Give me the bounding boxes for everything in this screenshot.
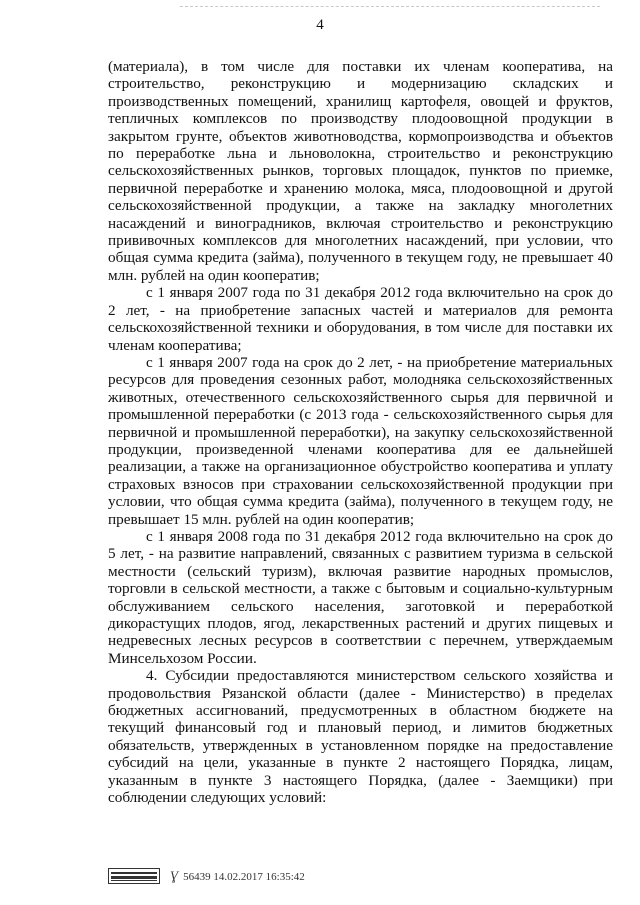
registry-stamp-icon [108,868,160,884]
footer-mark: Ɣ [170,868,180,883]
body-text [108,58,613,806]
scan-header-line [180,6,600,8]
footer-registration-text: 56439 14.02.2017 16:35:42 [183,871,305,883]
page-number: 4 [316,17,324,33]
paragraph-1: (материала), в том числе для поставки их членам кооператива, на строительство, реконструкцию и модернизацию складских и производственных помещений, хранилищ картофеля, овощей и фруктов, тепличных комплексов по производству плодоовощной продукции в закрытом грунте, объектов животноводства, кормопроизводства и объектов по переработке льна и льноволокна, строительство и реконструкцию сельскохозяйственных рынков, торговых площадок, пунктов по приемке, первичной переработке и хранению молока, мяса, плодоовощной и другой сельскохозяйственной продукции, а также на закладку многолетних насаждений и виноградников, включая строительство и реконструкцию прививочных комплексов для многолетних насаждений, при условии, что общая сумма кредита (займа), полученного в текущем году, не превышает 40 млн. рублей на один кооператив; [108,58,613,284]
document-footer [108,866,408,886]
paragraph-5: 4. Субсидии предоставляются министерством сельского хозяйства и продовольствия Рязанской области (далее - Министерство) в пределах бюджетных ассигнований, предусмотренных в областном бюджете на текущий финансовый год и плановый период, и лимитов бюджетных обязательств, утвержденных в установленном порядке на предоставление субсидий на цели, указанные в пункте 2 настоящего Порядка, лицам, указанным в пункте 3 настоящего Порядка, (далее - Заемщики) при соблюдении следующих условий: [108,667,613,807]
footer-registration [170,868,305,884]
paragraph-3: с 1 января 2007 года на срок до 2 лет, - на приобретение материальных ресурсов для проведения сезонных работ, молодняка сельскохозяйственных животных, отечественного сельскохозяйственного сырья для первичной и промышленной переработки (с 2013 года - сельскохозяйственного сырья для первичной и промышленной переработки), на закупку сельскохозяйственной продукции, произведенной членами кооператива для ее дальнейшей реализации, а также на организационное обустройство кооператива и уплату страховых взносов при страховании сельскохозяйственной продукции при условии, что общая сумма кредита (займа), полученного в текущем году, не превышает 15 млн. рублей на один кооператив; [108,353,613,528]
paragraph-2: с 1 января 2007 года по 31 декабря 2012 года включительно на срок до 2 лет, - на приобретение запасных частей и материалов для ремонта сельскохозяйственной техники и оборудования, в том числе для поставки их членам кооператива; [108,284,613,354]
paragraph-4: с 1 января 2008 года по 31 декабря 2012 года включительно на срок до 5 лет, - на развитие направлений, связанных с развитием туризма в сельской местности (сельский туризм), включая развитие народных промыслов, торговли в сельской местности, а также с бытовым и социально-культурным обслуживанием сельского населения, заготовкой и переработкой дикорастущих плодов, ягод, лекарственных растений и других пищевых и недревесных лесных ресурсов в соответствии с перечнем, утверждаемым Минсельхозом России. [108,527,613,667]
